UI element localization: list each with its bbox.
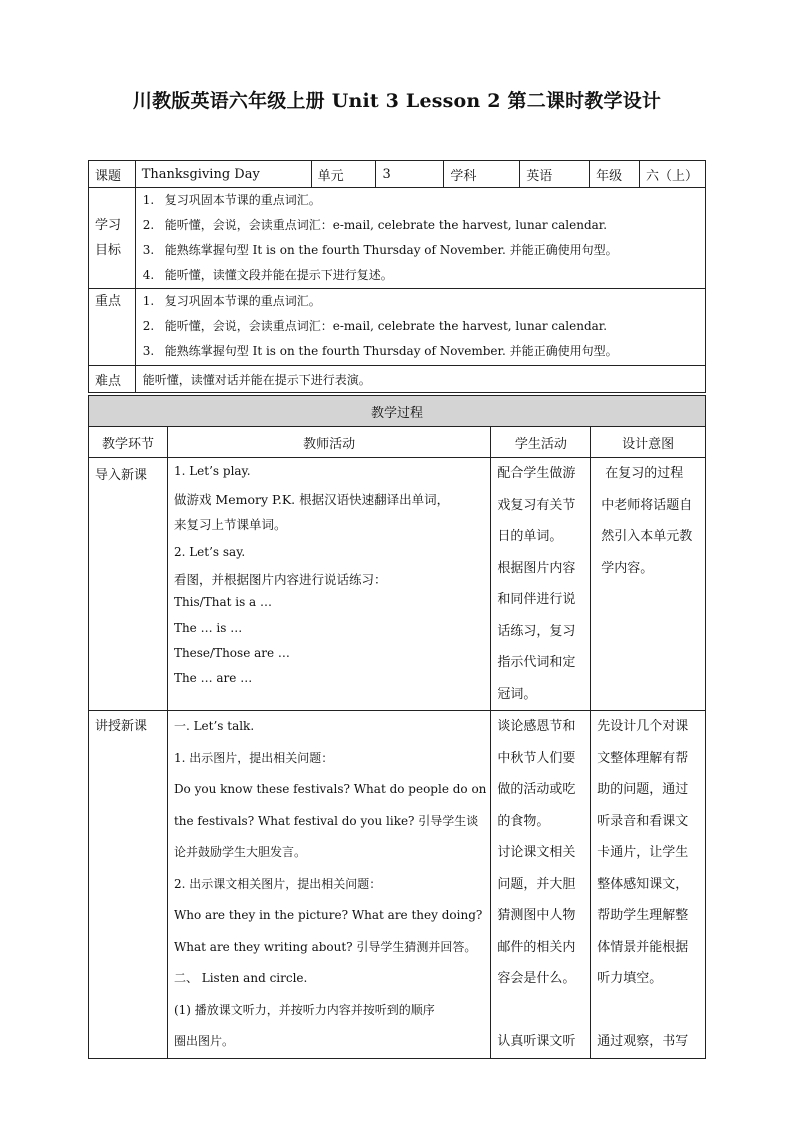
difficulty-label: 难点 [89,366,136,393]
teacher-line: 1. 出示图片，提出相关问题： [173,750,334,765]
student-line: 的食物。 [497,813,550,829]
teacher-line: Who are they in the picture? What are they doing? [173,908,483,922]
intent-cell [591,711,706,1059]
student-line-blank [497,995,586,1027]
teacher-line: 一. Let’s talk. [173,719,255,733]
teacher-line: Do you know these festivals? What do people do on [173,782,487,796]
lesson-info-table [88,160,706,393]
intent-line: 学内容。 [601,560,654,576]
student-activity-cell [491,711,591,1059]
student-line: 话练习，复习 [497,623,576,639]
topic-label: 课题 [89,161,136,188]
student-line: 根据图片内容 [497,560,576,576]
student-line: 邮件的相关内 [497,939,576,955]
teacher-line: 来复习上节课单词。 [173,517,287,532]
teacher-line: 1. Let’s play. [173,464,251,478]
intent-line: 整体感知课文， [597,876,689,892]
student-line: 中秋节人们要 [497,750,576,766]
key-point-item: 2. 能听懂，会说，会读重点词汇：e-mail, celebrate the harvest, lunar calendar. [142,319,608,333]
teacher-line: (1) 播放课文听力，并按听力内容并按听到的顺序 [173,1002,435,1017]
objective-item: 2. 能听懂，会说，会读重点词汇：e-mail, celebrate the harvest, lunar calendar. [142,218,608,232]
student-activity-cell [491,458,591,711]
col-header-teacher: 教师活动 [167,427,490,458]
teacher-line: These/Those are … [173,646,290,660]
teacher-line: 做游戏 Memory P.K. 根据汉语快速翻译出单词， [173,492,450,507]
student-line: 问题，并大胆 [497,876,576,892]
student-line: 配合学生做游 [497,466,576,481]
intent-line: 中老师将话题自 [601,497,693,513]
intent-line: 帮助学生理解整 [597,908,689,923]
process-header: 教学过程 [89,396,706,427]
intent-line: 然引入本单元教 [601,529,693,544]
key-points-label: 重点 [89,289,136,366]
objective-item: 1. 复习巩固本节课的重点词汇。 [142,193,321,207]
intent-line: 听力填空。 [597,971,663,986]
topic-value: Thanksgiving Day [135,161,311,188]
student-line: 戏复习有关节 [497,497,576,513]
col-header-intent: 设计意图 [591,427,706,458]
intent-line: 助的问题，通过 [597,782,689,797]
key-point-item: 3. 能熟练掌握句型 It is on the fourth Thursday of November. 并能正确使用句型。 [142,344,618,358]
objective-item: 3. 能熟练掌握句型 It is on the fourth Thursday of November. 并能正确使用句型。 [142,243,618,257]
objectives-list [135,188,705,289]
student-line: 容会是什么。 [497,971,576,986]
objective-item: 4. 能听懂，读懂文段并能在提示下进行复述。 [142,268,393,282]
stage-cell: 讲授新课 [89,711,168,1059]
teaching-process-table [88,395,706,1059]
intent-line: 卡通片，让学生 [597,845,689,860]
teacher-line: 2. 出示课文相关图片，提出相关问题： [173,876,382,891]
student-line: 冠词。 [497,686,537,702]
student-line: 指示代词和定 [497,655,576,670]
student-line: 日的单词。 [497,529,563,544]
student-line: 谈论感恩节和 [497,719,576,734]
intent-line: 先设计几个对课 [597,719,689,734]
teacher-line: 二、 Listen and circle. [173,971,308,985]
col-header-student: 学生活动 [491,427,591,458]
intent-cell [591,458,706,711]
teacher-line: The … are … [173,671,253,685]
intent-line: 听录音和看课文 [597,813,689,829]
student-line: 讨论课文相关 [497,845,576,860]
objectives-label [89,188,136,289]
subject-label: 学科 [444,161,520,188]
teacher-line: the festivals? What festival do you like? 引导学生谈 [173,813,479,828]
table-row [89,711,706,1059]
teacher-line: The … is … [173,621,243,635]
objectives-label-line-2: 目标 [95,243,122,258]
intent-line-blank [597,995,701,1027]
difficulty-text: 能听懂，读懂对话并能在提示下进行表演。 [135,366,705,393]
teacher-line: 2. Let’s say. [173,545,246,559]
intent-line: 文整体理解有帮 [597,750,689,766]
intent-line: 在复习的过程 [605,466,684,481]
table-row [89,458,706,711]
stage-cell: 导入新课 [89,458,168,711]
teacher-activity-cell [167,711,490,1059]
teacher-line: 论并鼓励学生大胆发言。 [173,845,306,859]
unit-value: 3 [376,161,444,188]
teacher-line: 看图，并根据图片内容进行说话练习： [173,572,387,587]
teacher-line: 圈出图片。 [173,1034,234,1048]
student-line: 做的活动或吃 [497,782,576,797]
unit-label: 单元 [311,161,376,188]
grade-label: 年级 [590,161,640,188]
teacher-line: What are they writing about? 引导学生猜测并回答。 [173,939,477,954]
grade-value: 六（上） [640,161,706,188]
subject-value: 英语 [520,161,590,188]
col-header-stage: 教学环节 [89,427,168,458]
intent-line: 体情景并能根据 [597,939,689,955]
intent-line: 通过观察，书写 [597,1034,689,1049]
key-point-item: 1. 复习巩固本节课的重点词汇。 [142,294,321,308]
student-line: 猜测图中人物 [497,908,576,923]
document-title: 川教版英语六年级上册 Unit 3 Lesson 2 第二课时教学设计 [132,90,662,112]
objectives-label-line-1: 学习 [95,218,122,233]
student-line: 和同伴进行说 [497,592,576,607]
teacher-activity-cell [167,458,490,711]
student-line: 认真听课文听 [497,1034,576,1049]
key-points-list [135,289,705,366]
teacher-line: This/That is a … [173,595,273,609]
